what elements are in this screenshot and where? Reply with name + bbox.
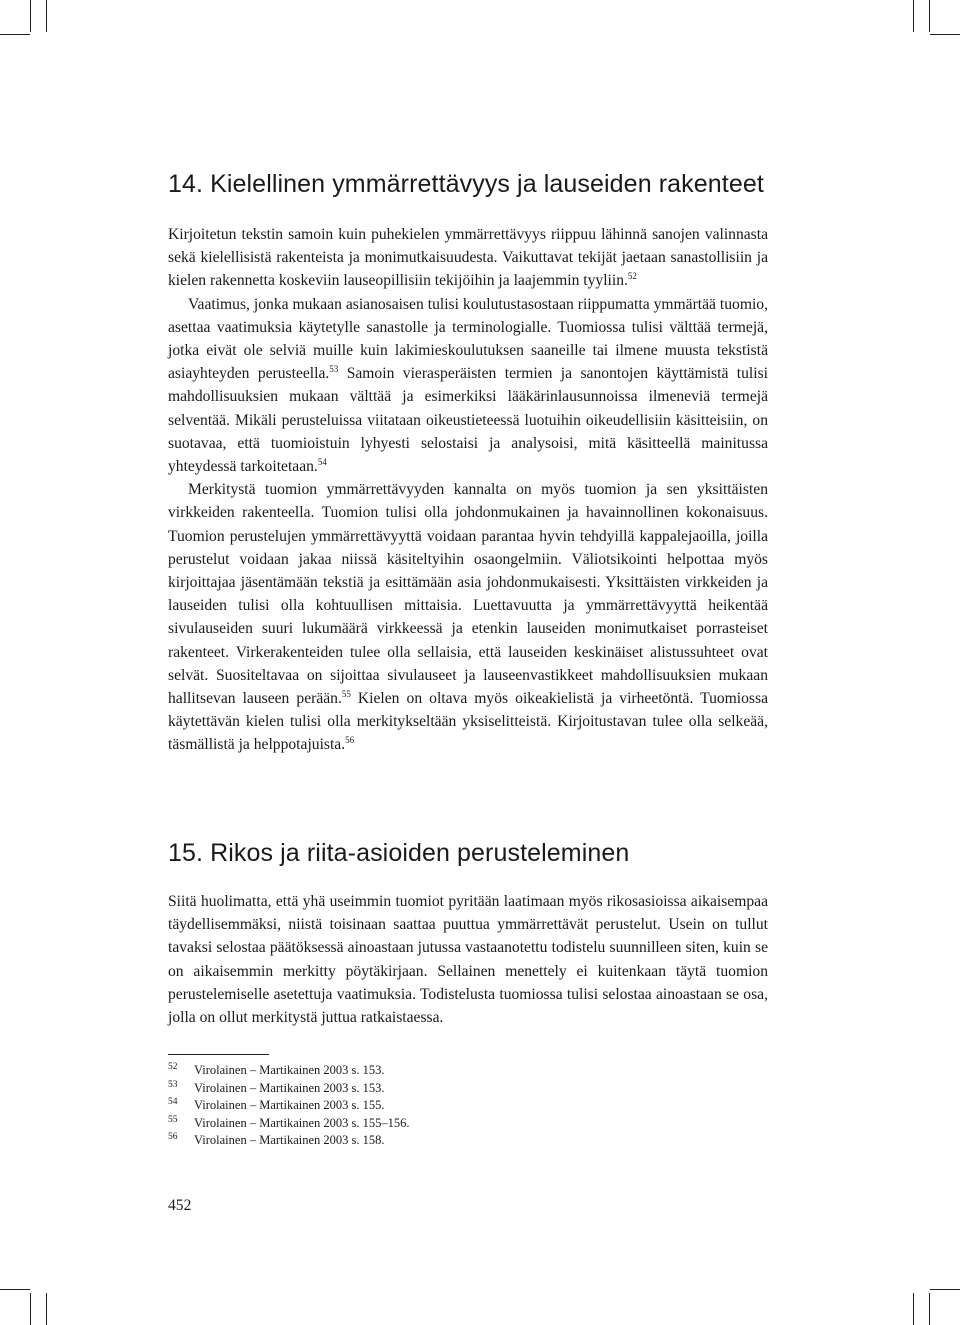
body-paragraph [168,890,768,1029]
footnote-item [168,1062,768,1080]
footnote-item [168,1080,768,1098]
footnote-text: Virolainen – Martikainen 2003 s. 158. [194,1133,385,1148]
footnote-number: 53 [168,1079,178,1090]
footnote-item [168,1097,768,1115]
paragraph-text: Merkitystä tuomion ymmärrettävyyden kannalta on myös tuomion ja sen yksittäisten virkkeiden rakenteella. Tuomion tulisi olla johdonmukainen ja havainnollinen kokonaisuus. Tuomion perustelujen ymmärrettävyyttä voidaan parantaa hyvin tehdyillä kappalejaoilla, joilla perustelut voidaan jakaa niissä käsiteltyihin osaongelmiin. Väliotsikointi helpottaa myös kirjoittajaa jäsentämään tekstiä ja esittämään asia johdonmukaisesti. Yksittäisten virkkeiden ja lauseiden tulisi olla kohtuullisen mittaisia. Luettavuutta ja ymmärrettävyyttä heikentää sivulauseiden suuri lukumäärä virkkeessä ja etenkin lauseiden monimutkaiset porrasteiset rakenteet. Virkerakenteiden tulee olla sellaisia, että lauseiden keskinäiset alistussuhteet ovat selvät. Suositeltavaa on sijoittaa sivulauseet ja lauseenvastikkeet mahdollisuuksien mukaan hallitsevan lauseen perään. [168,481,768,708]
paragraph-text: Vaatimus, jonka mukaan asianosaisen tulisi koulutustasostaan riippumatta ymmärtää tuomio, asettaa vaatimuksia käytetylle sanastolle ja terminologialle. Tuomiossa tulisi välttää termejä, jotka eivät ole selviä muille kuin lakimieskoulutuksen saaneille tai ilmene muusta tekstistä asiayhteyden perusteella. [168,295,768,383]
footnote-list [168,1062,768,1150]
footnote-number: 54 [168,1097,178,1108]
footnote-text: Virolainen – Martikainen 2003 s. 155. [194,1098,385,1113]
paragraph-text: Kirjoitetun tekstin samoin kuin puhekielen ymmärrettävyys riippuu lähinnä sanojen valinnasta sekä kielellisistä rakenteista ja monimutkaisuudesta. Vaikuttavat tekijät jaetaan sanastollisiin ja kielen rakennetta koskeviin lauseopillisiin tekijöihin ja laajemmin tyyliin. [168,226,768,290]
body-paragraph [168,293,768,479]
section-heading-14: 14. Kielellinen ymmärrettävyys ja lauseiden rakenteet [168,170,764,198]
footnote-reference: 52 [627,271,637,282]
footnote-number: 52 [168,1062,178,1072]
body-paragraph [168,478,768,756]
section-heading-15: 15. Rikos ja riita-asioiden perusteleminen [168,839,630,867]
footnote-text: Virolainen – Martikainen 2003 s. 153. [194,1080,385,1095]
footnote-text: Virolainen – Martikainen 2003 s. 153. [194,1063,385,1077]
section-body-15 [168,890,768,1029]
footnote-reference: 56 [345,735,355,746]
paragraph-text: Siitä huolimatta, että yhä useimmin tuomiot pyritään laatimaan myös rikosasioissa aikaisempaa täydellisemmäksi, niistä toisinaan saattaa puuttua ymmärrettävät perustelut. Usein on tullut tavaksi selostaa päätöksessä ainoastaan jutussa vastaanotettu todistelu suunnilleen siten, kuin se on aikaisemmin merkitty pöytäkirjaan. Sellainen menettely ei kuitenkaan täytä tuomion perustelemiselle asetettuja vaatimuksia. Todistelusta tuomiossa tulisi selostaa ainoastaan se osa, jolla on ollut merkitystä juttua ratkaistaessa. [168,893,768,1027]
footnote-reference: 55 [341,689,351,700]
footnote-reference: 53 [329,364,339,375]
page-number: 452 [168,1197,192,1214]
paragraph-text: Kielen on oltava myös oikeakielistä ja virheetöntä. Tuomiossa käytettävän kielen tulisi olla merkitykseltään yksiselitteistä. Kirjoitustavan tulee olla selkeää, täsmällistä ja helppotajuista. [168,690,768,754]
paragraph-text: Samoin vierasperäisten termien ja sanontojen käyttämistä tulisi mahdollisuuksien mukaan välttää ja esimerkiksi lääkärinlausunnoissa ilmeneviä termejä selventää. Mikäli perusteluissa viitataan oikeustieteessä luotuihin oikeudellisiin käsitteisiin, on suotavaa, että tuomioistuin lyhyesti selostaisi ja analysoisi, mitä käsitteellä mainitussa yhteydessä tarkoitetaan. [168,365,768,476]
footnote-item [168,1115,768,1133]
footnote-reference: 54 [317,457,327,468]
footnote-number: 55 [168,1114,178,1125]
footnote-separator [168,1054,269,1055]
footnote-text: Virolainen – Martikainen 2003 s. 155–156. [194,1115,410,1130]
body-paragraph [168,223,768,293]
footnote-number: 56 [168,1132,178,1143]
footnote-item [168,1132,768,1150]
section-body-14 [168,223,768,757]
